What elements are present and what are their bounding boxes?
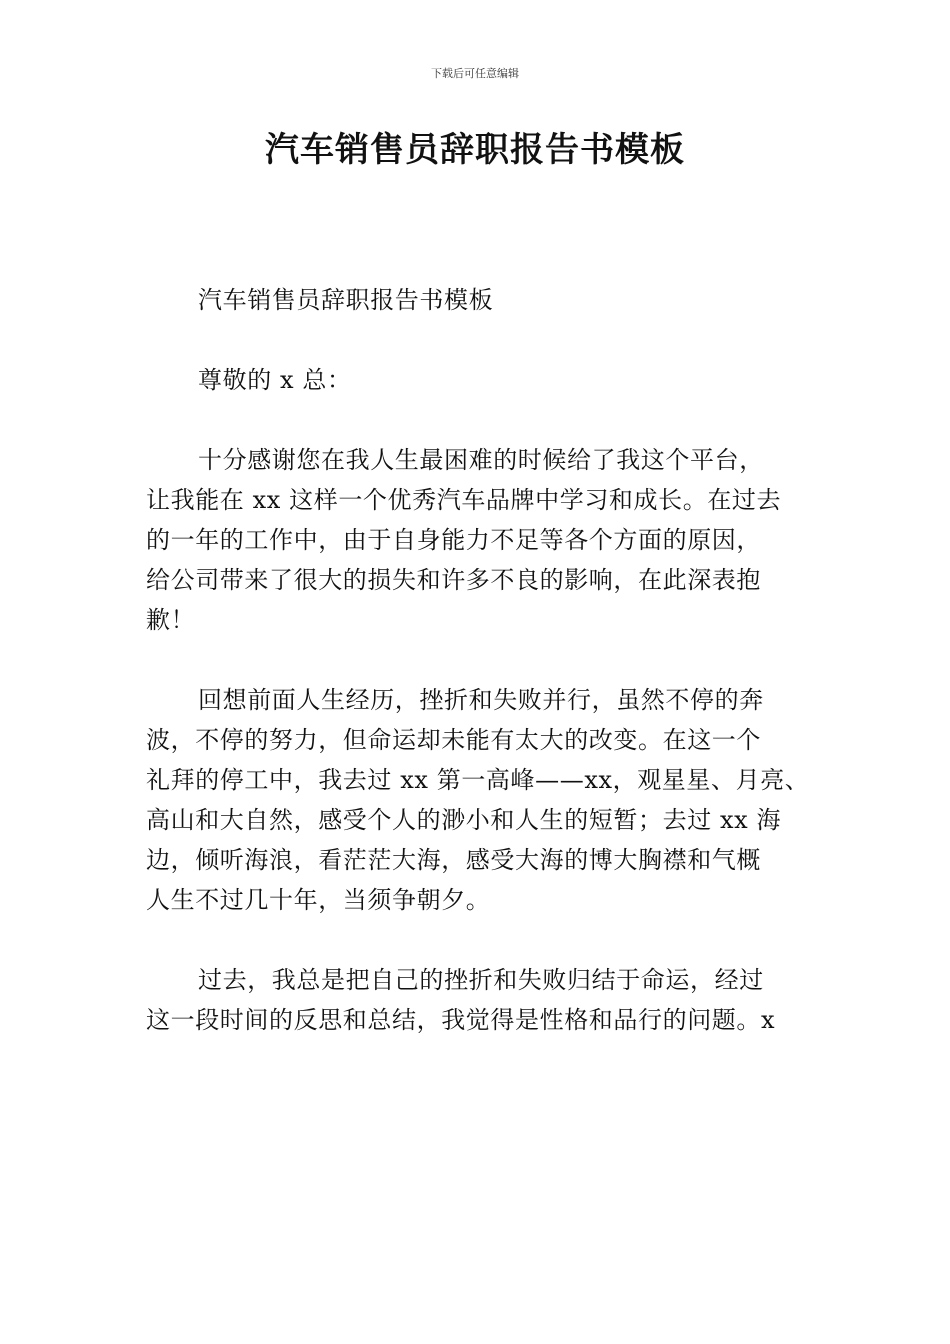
page-header-note: 下载后可任意编辑 <box>431 67 519 80</box>
paragraph-line: 高山和大自然，感受个人的渺小和人生的短暂；去过 xx 海 <box>146 806 782 834</box>
paragraph-line: 边，倾听海浪，看茫茫大海，感受大海的博大胸襟和气概 <box>146 846 761 874</box>
paragraph-line: 过去，我总是把自己的挫折和失败归结于命运，经过 <box>198 966 764 994</box>
paragraph-line: 让我能在 xx 这样一个优秀汽车品牌中学习和成长。在过去 <box>146 486 782 514</box>
paragraph-gratitude <box>146 440 816 640</box>
paragraph-line: 的一年的工作中，由于自身能力不足等各个方面的原因， <box>146 526 761 554</box>
paragraph-line: 波，不停的努力，但命运却未能有太大的改变。在这一个 <box>146 726 761 754</box>
paragraph-line: 回想前面人生经历，挫折和失败并行，虽然不停的奔 <box>198 686 764 714</box>
paragraph-line: 歉！ <box>146 606 196 634</box>
paragraph-line: 这一段时间的反思和总结，我觉得是性格和品行的问题。x <box>146 1006 776 1034</box>
paragraph-line: 礼拜的停工中，我去过 xx 第一高峰——xx，观星星、月亮、 <box>146 766 810 794</box>
paragraph-line: 人生不过几十年，当须争朝夕。 <box>146 886 491 914</box>
document-body <box>146 280 816 1040</box>
document-subtitle: 汽车销售员辞职报告书模板 <box>198 286 494 314</box>
paragraph-reflection <box>146 680 816 920</box>
paragraph-line: 十分感谢您在我人生最困难的时候给了我这个平台， <box>198 446 764 474</box>
paragraph-line: 给公司带来了很大的损失和许多不良的影响，在此深表抱 <box>146 566 761 594</box>
letter-greeting: 尊敬的 x 总： <box>198 366 352 394</box>
paragraph-conclusion <box>146 960 816 1040</box>
document-title: 汽车销售员辞职报告书模板 <box>265 130 685 170</box>
